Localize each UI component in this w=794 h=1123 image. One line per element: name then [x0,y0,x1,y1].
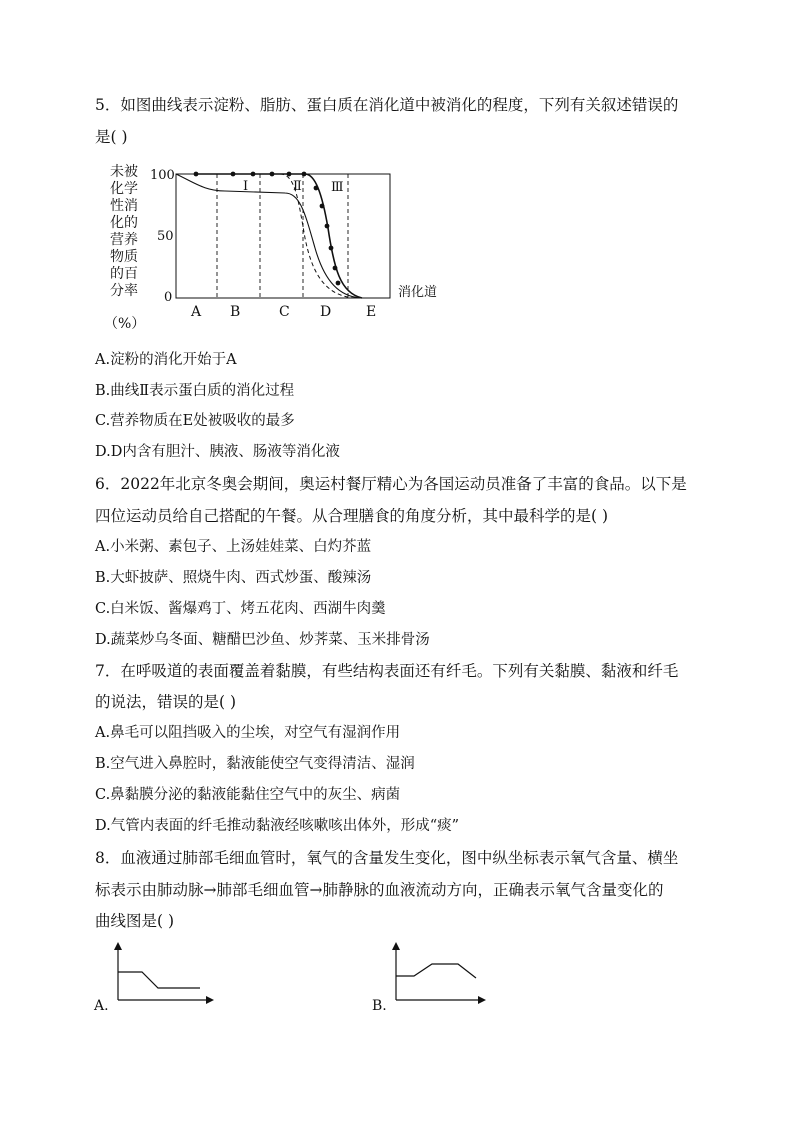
ylabel-line: （%） [104,316,146,332]
ylabel-line: 化学 [110,181,138,197]
curve-label: Ⅱ [293,179,302,194]
ytick-label: 100 [150,168,175,183]
q7-stem-line1: 7．在呼吸道的表面覆盖着黏膜，有些结构表面还有纤毛。下列有关黏膜、黏液和纤毛 [95,662,679,680]
ylabel-line: 性消 [110,198,138,214]
section-label: B [230,304,241,320]
chart-ylabel [104,163,145,332]
q5-option-d: D.D内含有胆汁、胰液、肠液等消化液 [95,444,340,460]
q5-stem-line2: 是( ) [95,128,128,146]
q7-option-d: D.气管内表面的纤毛推动黏液经咳嗽咳出体外，形成“痰” [95,818,460,834]
q6-option-c: C.白米饭、酱爆鸡丁、烤五花肉、西湖牛肉羹 [95,601,386,617]
q8-option-b-graph [370,940,500,1015]
q8-stem-line1: 8．血液通过肺部毛细血管时，氧气的含量发生变化，图中纵坐标表示氧气含量、横坐 [95,849,679,867]
q6-option-b: B.大虾披萨、照烧牛肉、西式炒蛋、酸辣汤 [95,570,372,586]
section-label: A [191,304,202,320]
ylabel-line: 化的 [110,215,138,231]
q5-option-c: C.营养物质在E处被吸收的最多 [95,413,295,429]
q7-option-c: C.鼻黏膜分泌的黏液能黏住空气中的灰尘、病菌 [95,787,401,803]
q6-stem-line1: 6．2022年北京冬奥会期间，奥运村餐厅精心为各国运动员准备了丰富的食品。以下是 [95,475,687,493]
oxygen-curve-a [118,972,200,988]
curve-label: Ⅰ [243,179,249,194]
section-label: E [366,304,377,320]
oxygen-curve-b [396,964,476,978]
option-label: B. [372,998,387,1014]
ytick-label: 50 [157,229,174,244]
ylabel-line: 分率 [110,283,138,299]
q7-stem-line2: 的说法，错误的是( ) [95,693,237,711]
q8-stem-line2: 标表示由肺动脉→肺部毛细血管→肺静脉的血液流动方向，正确表示氧气含量变化的 [95,881,664,899]
q8-stem-line3: 曲线图是( ) [95,912,175,930]
curve-label: Ⅲ [331,180,344,195]
q7-option-a: A.鼻毛可以阻挡吸入的尘埃，对空气有湿润作用 [95,725,401,741]
section-label: C [279,304,290,320]
curve-II [280,174,355,298]
ylabel-line: 营养 [110,232,138,248]
q5-option-a: A.淀粉的消化开始于A [95,352,237,368]
xlabel: 消化道 [398,285,438,300]
q5-option-b: B.曲线Ⅱ表示蛋白质的消化过程 [95,383,295,399]
q8-option-a-graph [92,940,222,1015]
q5-stem-line1: 5．如图曲线表示淀粉、脂肪、蛋白质在消化道中被消化的程度，下列有关叙述错误的 [95,96,679,114]
ylabel-line: 的百 [110,266,138,282]
q5-digestion-chart [100,158,460,338]
q6-stem-line2: 四位运动员给自己搭配的午餐。从合理膳食的角度分析，其中最科学的是( ) [95,507,609,525]
q6-option-a: A.小米粥、素包子、上汤娃娃菜、白灼芥蓝 [95,539,372,555]
section-label: D [320,304,332,320]
option-label: A. [94,998,109,1014]
ylabel-line: 未被 [110,164,138,180]
q6-option-d: D.蔬菜炒乌冬面、糖醋巴沙鱼、炒荠菜、玉米排骨汤 [95,632,430,648]
q7-option-b: B.空气进入鼻腔时，黏液能使空气变得清洁、湿润 [95,756,415,772]
ylabel-line: 物质 [110,249,138,265]
ytick-label: 0 [164,290,173,305]
